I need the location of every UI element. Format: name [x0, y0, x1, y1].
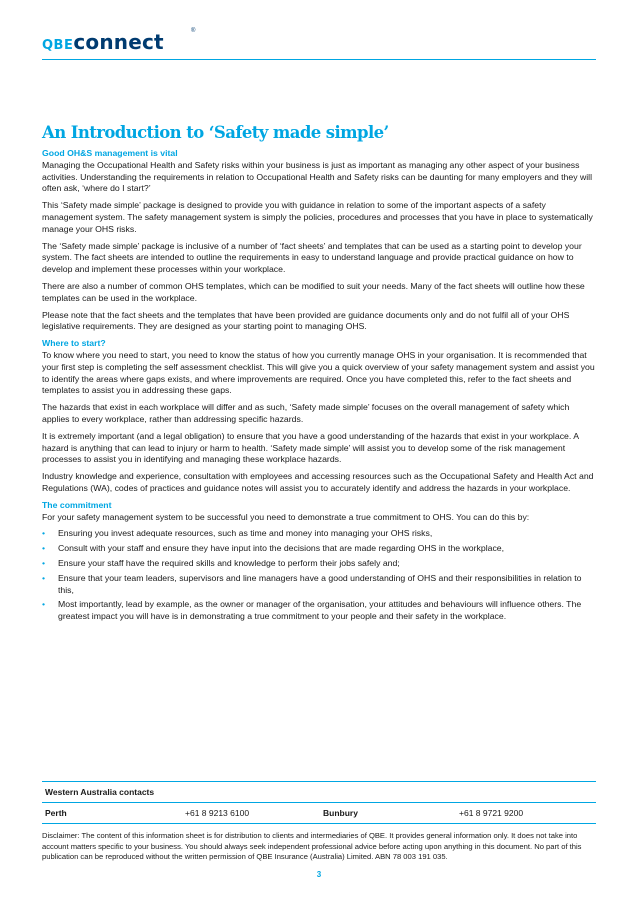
contacts-heading: Western Australia contacts	[45, 787, 155, 797]
bullet-icon: •	[42, 572, 46, 583]
bullet-icon: •	[42, 528, 46, 539]
paragraph: The hazards that exist in each workplace will differ and as such, ‘Safety made simple’ focuses on the overall management of safety which applies to every workplace, rather than addressing specific hazards.	[42, 402, 570, 424]
contacts-table	[42, 781, 596, 824]
commitment-list	[42, 528, 597, 623]
paragraph: Managing the Occupational Health and Safety risks within your business is just as important as managing any other aspect of your business activities. Understanding the requirements in relation to Occupational Health and Safety risks can be daunting for many employers and they will often ask, ‘where do I start?’	[42, 159, 593, 194]
paragraph: This ‘Safety made simple’ package is designed to provide you with guidance in relation to some of the important aspects of a safety management system. The safety management system is simply the policies, procedures and processes that you have in place to systematically manage your OHS risks.	[42, 200, 593, 234]
registered-mark: ®	[191, 28, 196, 34]
list-item	[42, 543, 597, 555]
office-phone-bunbury: +61 8 9721 9200	[459, 808, 524, 818]
paragraph: To know where you need to start, you need to know the status of how you currently manage OHS in your organisation. It is recommended that your first step is completing the self assessment checklist. This will give you a quick overview of your safety management system and assist you to identify the areas where gaps exists, and where improvements are required. Once you have completed this, refer to the fact sheets and templates to assist you in addressing these gaps.	[42, 349, 595, 396]
bullet-icon: •	[42, 557, 46, 568]
logo-connect-text: connect	[73, 30, 164, 54]
list-item	[42, 528, 597, 540]
list-item-text: Ensuring you invest adequate resources, such as time and money into managing your OHS risks,	[58, 528, 433, 539]
office-city-perth: Perth	[45, 808, 67, 818]
contacts-row	[42, 803, 596, 823]
paragraph: For your safety management system to be successful you need to demonstrate a true commitment to OHS. You can do this by:	[42, 511, 530, 522]
office-city-bunbury: Bunbury	[323, 808, 358, 818]
qbe-connect-logo	[42, 28, 196, 54]
list-item	[42, 558, 597, 570]
list-item-text: Ensure your staff have the required skills and knowledge to perform their jobs safely and;	[58, 557, 400, 568]
page-number: 3	[316, 870, 322, 879]
disclaimer-text: Disclaimer: The content of this information sheet is for distribution to clients and intermediaries of QBE. It provides general information only. It does not take into account matters specific to your business. You should always seek independent professional advice before acting upon anything in this document. No part of this publication can be reproduced without the written permission of QBE Insurance (Australia) Limited. ABN 78 003 191 035.	[42, 831, 582, 862]
paragraph: Please note that the fact sheets and the templates that have been provided are guidance documents only and do not fulfil all of your OHS legislative requirements. They are designed as your starting point to managing OHS.	[42, 309, 570, 332]
paragraph: The ‘Safety made simple’ package is inclusive of a number of ‘fact sheets’ and templates that can be used as a starting point to develop your system. The fact sheets are intended to outline the requirements in easy to understand language and provide practical guidance on how to develop and implement these processes within your workplace.	[42, 240, 582, 275]
list-item	[42, 573, 597, 597]
section-heading-start: Where to start?	[42, 338, 106, 349]
list-item-text: Most importantly, lead by example, as the owner or manager of the organisation, your attitudes and behaviours will influence others. The greatest impact you will have is in demonstrating a true commitment to your people and their safety in the workplace.	[58, 599, 582, 622]
bullet-icon: •	[42, 599, 46, 610]
list-item-text: Ensure that your team leaders, supervisors and line managers have a good understanding of OHS and their responsibilities in relation to this,	[58, 572, 582, 595]
section-heading-vital: Good OH&S management is vital	[42, 148, 178, 158]
table-rule	[42, 823, 596, 824]
section-heading-commitment: The commitment	[42, 499, 112, 510]
bullet-icon: •	[42, 543, 46, 554]
office-phone-perth: +61 8 9213 6100	[185, 808, 250, 818]
list-item	[42, 599, 597, 623]
paragraph: It is extremely important (and a legal obligation) to ensure that you have a good understanding of the hazards that exist in your workplace. A hazard is anything that can lead to injury or harm to health. ‘Safety made simple’ will assist you to develop some of the risk management processes to assist you in identifying and managing these workplace hazards.	[42, 430, 579, 465]
paragraph: Industry knowledge and experience, consultation with employees and accessing resources such as the Occupational Safety and Health Act and Regulations (WA), codes of practices and guidance notes will assist you to accurately identify and address the hazards in your workplace.	[42, 471, 594, 493]
paragraph: There are also a number of common OHS templates, which can be modified to suit your needs. Many of the fact sheets will outline how these templates can be used in the workplace.	[42, 280, 585, 303]
main-content	[42, 148, 597, 626]
list-item-text: Consult with your staff and ensure they have input into the decisions that are made regarding OHS in the workplace,	[58, 543, 505, 554]
page-title: An Introduction to ‘Safety made simple’	[42, 123, 389, 142]
header-divider	[42, 59, 596, 60]
logo-qbe-text: QBE	[42, 38, 74, 53]
